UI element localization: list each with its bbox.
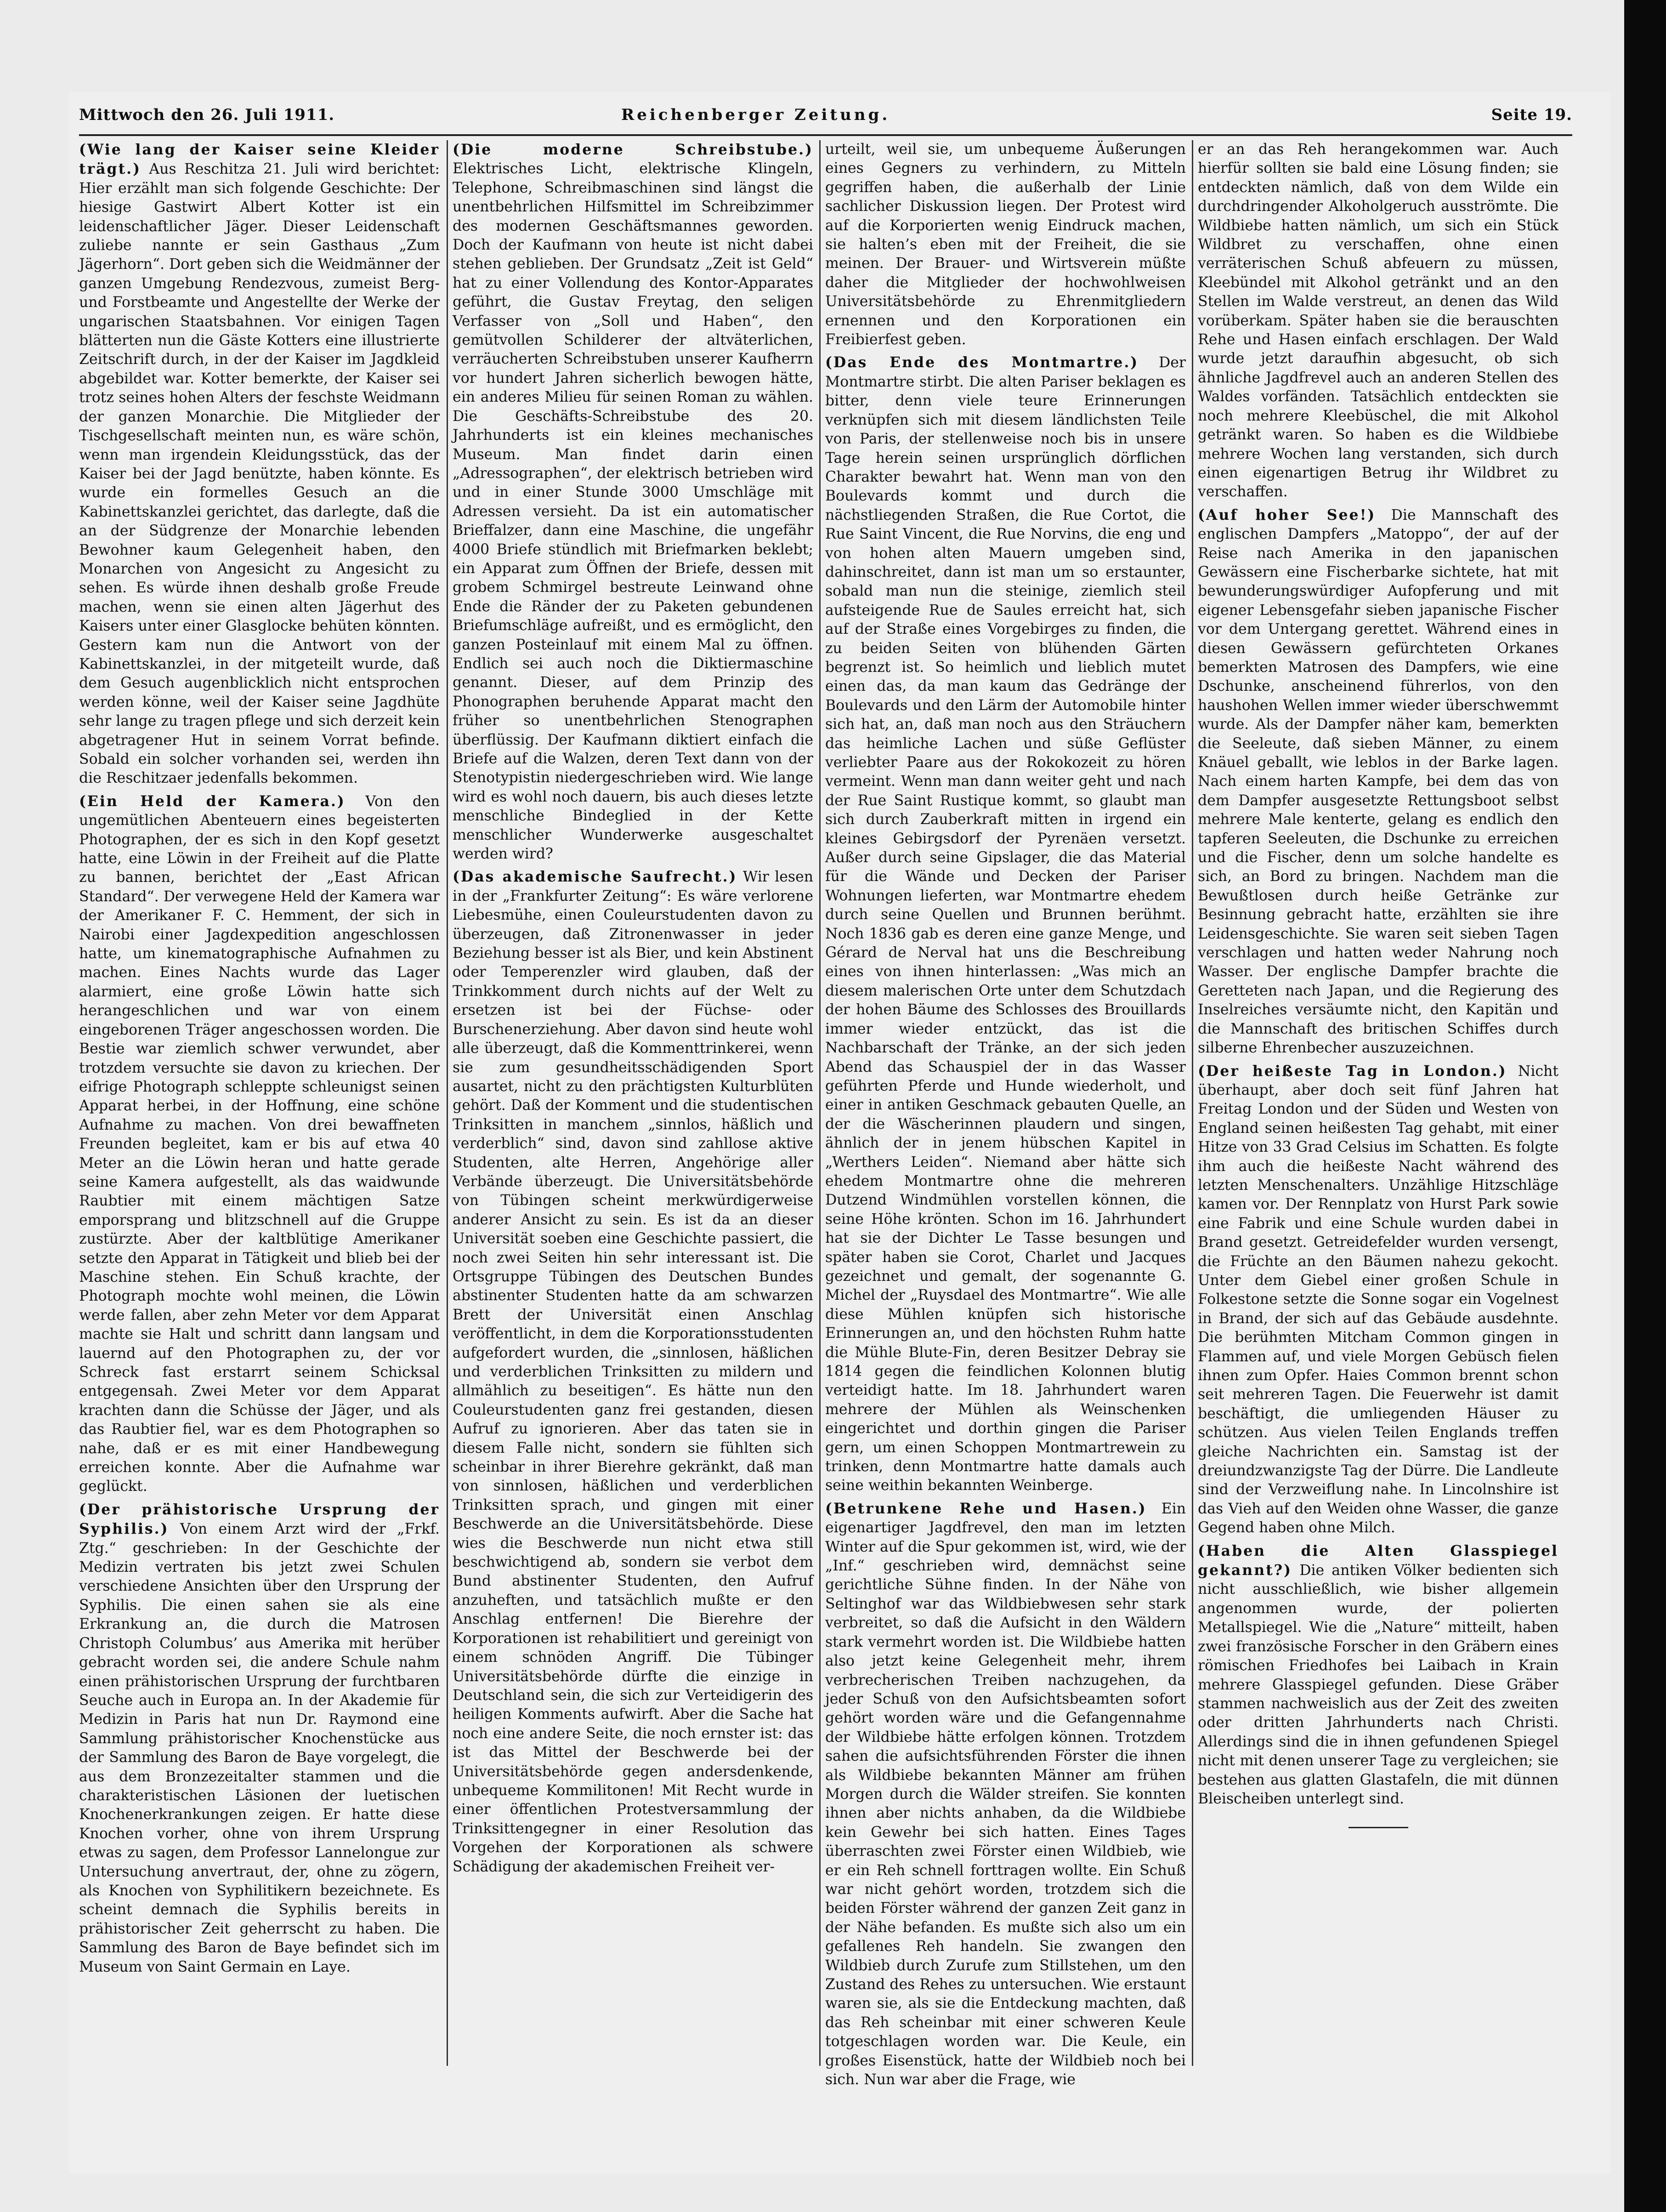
column-4 [1198, 140, 1558, 2066]
article-body: Der Montmartre stirbt. Die alten Pariser beklagen es bitter, denn viele teure Erinnerungen verknüpfen sich mit diesem ländlichsten Teile von Paris, der stellenweise noch bis in unsere Tage herein seinen ursprünglich dörflichen Charakter bewahrt hat. Wenn man von den Boulevards kommt und durch die nächstliegenden Straßen, die Rue Cortot, die Rue Saint Vincent, die Rue Norvins, die eng und von hohen alten Mauern umgeben sind, dahinschreitet, dann ist man um so erstaunter, sobald man nun die steinige, ziemlich steil aufsteigende Rue de Saules erreicht hat, sich auf der Straße eines Vorgebirges zu finden, die zu beiden Seiten von blühenden Gärten begrenzt ist. So heimlich und lieblich mutet einen das, da man kaum das Gedränge der Boulevards und den Lärm der Automobile hinter sich hat, an, daß man noch aus den Sträuchern das heimliche Lachen und süße Geflüster verliebter Paare aus der Rokokozeit zu hören vermeint. Wenn man dann weiter geht und nach der Rue Saint Rustique kommt, so glaubt man sich durch Zauberkraft mitten in irgend ein kleines Gebirgsdorf der Pyrenäen versetzt. Außer durch seine Gipslager, die das Material für die Wände und Decken der Pariser Wohnungen lieferten, war Montmartre ehedem durch seine Quellen und Brunnen berühmt. Noch 1836 gab es deren eine ganze Menge, und Gérard de Nerval hat uns die Beschreibung eines von ihnen hinterlassen: „Was mich an diesem malerischen Orte unter dem Schutzdach der hohen Bäume des Schlosses des Brouillards immer wieder entzückt, das ist die Nachbarschaft der Tränke, an der sich jeden Abend das Schauspiel der in das Wasser geführten Pferde und Hunde wiederholt, und einer in antiken Geschmack gebauten Quelle, an der die Wäscherinnen plaudern und singen, ähnlich der in jenem hübschen Kapitel in „Werthers Leiden“. Niemand aber hätte sich ehedem Montmartre ohne die mehreren Dutzend Windmühlen vorstellen können, die seine Höhe krönten. Schon im 16. Jahrhundert hat sie der Dichter Le Tasse besungen und später haben sie Corot, Charlet und Jacques gezeichnet und gemalt, der sogenannte G. Michel der „Ruysdael des Montmartre“. Wie alle diese Mühlen knüpfen sich historische Erinnerungen an, und den höchsten Ruhm hatte die Mühle Blute-Fin, deren Besitzer Debray sie 1814 gegen die feindlichen Kolonnen blutig verteidigt hatte. Im 18. Jahrhundert waren mehrere der Mühlen als Weinschenken eingerichtet und dorthin gingen die Pariser gern, um einen Schoppen Montmartrewein zu trinken, denn Montmartre hatte damals auch seine weithin bekannten Weinberge. [825, 354, 1186, 1494]
article-body: Von den ungemütlichen Abenteuern eines begeisterten Photographen, der es sich in den Kopf gesetzt hatte, eine Löwin in der Freiheit auf die Platte zu bannen, berichtet der „East African Standard“. Der verwegene Held der Kamera war der Amerikaner F. C. Hemment, der sich in Nairobi einer Jagdexpedition angeschlossen hatte, um kinematographische Aufnahmen zu machen. Eines Nachts wurde das Lager alarmiert, eine große Löwin hatte sich herangeschlichen und war von einem eingeborenen Träger angeschossen worden. Die Bestie war ziemlich schwer verwundet, aber trotzdem versuchte sie davon zu kriechen. Der eifrige Photograph schleppte schleunigst seinen Apparat herbei, in der Hoffnung, eine schöne Aufnahme zu machen. Von drei bewaffneten Freunden begleitet, kam er bis auf etwa 40 Meter an die Löwin heran und hatte gerade seine Kamera aufgestellt, als das waidwunde Raubtier mit einem mächtigen Satze emporsprang und blitzschnell auf die Gruppe zustürzte. Aber der kaltblütige Amerikaner setzte den Apparat in Tätigkeit und blieb bei der Maschine stehen. Ein Schuß krachte, der Photograph mochte wohl meinen, die Löwin werde fallen, aber zehn Meter vor dem Apparat machte sie Halt und schritt dann langsam und lauernd auf den Photographen zu, der vor Schreck fast erstarrt seinem Schicksal entgegensah. Zwei Meter vor dem Apparat krachten dann die Schüsse der Jäger, und als das Raubtier fiel, war es dem Photographen so nahe, daß er es mit einer Handbewegung erreichen konnte. Aber die Aufnahme war geglückt. [79, 793, 440, 1495]
column-divider [819, 140, 821, 2066]
article-heading: (Das akademische Saufrecht.) [453, 868, 737, 886]
article [825, 1499, 1186, 2090]
article-continuation [1198, 140, 1558, 502]
article [453, 140, 813, 864]
column-1 [79, 140, 440, 2066]
article-body: Elektrisches Licht, elektrische Klingeln, Telephone, Schreibmaschinen sind längst die unentbehrlichen Hilfsmittel im Schreibzimmer des modernen Geschäftsmannes geworden. Doch der Kaufmann von heute ist nicht dabei stehen geblieben. Der Grundsatz „Zeit ist Geld“ hat zu einer Vollendung des Kontor-Apparates geführt, die Gustav Freytag, den seligen Verfasser von „Soll und Haben“, den gemütvollen Schilderer der altväterlichen, verräucherten Schreibstuben unserer Kaufherrn vor hundert Jahren sicherlich bewogen hätte, ein anderes Milieu für seinen Roman zu wählen. Die Geschäfts-Schreibstube des 20. Jahrhunderts ist ein kleines mechanisches Museum. Man findet darin einen „Adressographen“, der elektrisch betrieben wird und in einer Stunde 3000 Umschläge mit Adressen versieht. Da ist ein automatischer Brieffalzer, dann eine Maschine, die ungefähr 4000 Briefe stündlich mit Briefmarken beklebt; ein Apparat zum Öffnen der Briefe, dessen mit grobem Schmirgel bestreute Leinwand ohne Ende die Ränder der zu Paketen gebundenen Briefumschläge aufreißt, und es ermöglicht, den ganzen Posteinlauf mit einem Mal zu öffnen. Endlich sei auch noch die Diktiermaschine genannt. Dieser, auf dem Prinzip des Phonographen beruhende Apparat macht den früher so unentbehrlichen Stenographen überflüssig. Der Kaufmann diktiert einfach die Briefe auf die Walzen, deren Text dann von der Stenotypistin niedergeschrieben wird. Wie lange wird es wohl noch dauern, bis auch dieses letzte menschliche Bindeglied in der Kette menschlicher Wunderwerke ausgeschaltet werden wird? [453, 160, 813, 863]
article-heading: (Ein Held der Kamera.) [79, 792, 346, 810]
article-heading: (Wie lang der Kaiser seine Kleider trägt.) [79, 141, 440, 178]
newspaper-title: Reichenberger Zeitung. [621, 106, 890, 124]
article-heading: (Der heißeste Tag in London.) [1198, 1062, 1507, 1080]
article-body: Die Mannschaft des englischen Dampfers „Matoppo“, der auf der Reise nach Amerika in den japanischen Gewässern eine Fischerbarke sichtete, hat mit bewunderungswürdiger Aufopferung und mit eigener Lebensgefahr sieben japanische Fischer vor dem Untergang gerettet. Während eines in diesen Gewässern gefürchteten Orkanes bemerkten Matrosen des Dampfers, wie eine Dschunke, anscheinend führerlos, von den haushohen Wellen immer wieder überschwemmt wurde. Als der Dampfer näher kam, bemerkten die Seeleute, daß sieben Männer, zu einem Knäuel geballt, wie leblos in der Barke lagen. Nach einem harten Kampfe, bei dem das von dem Dampfer ausgesetzte Rettungsboot selbst mehrere Male kenterte, gelang es endlich den tapferen Seeleuten, die Dschunke zu erreichen und die Fischer, denn um solche handelte es sich, an Bord zu bringen. Nachdem man die Bewußtlosen durch heiße Getränke zur Besinnung gebracht hatte, erzählten sie ihre Leidensgeschichte. Sie waren seit sieben Tagen verschlagen und hatten weder Nahrung noch Wasser. Der englische Dampfer brachte die Geretteten nach Japan, und die Regierung des Inselreiches versäumte nicht, den Kapitän und die Mannschaft des britischen Schiffes durch silberne Ehrenbecher auszuzeichnen. [1198, 506, 1558, 1057]
page-header [79, 106, 1572, 133]
article-heading: (Haben die Alten Glasspiegel gekannt?) [1198, 1542, 1558, 1579]
article-heading: (Der prähistorische Ursprung der Syphilis.) [79, 1501, 440, 1538]
article [79, 1500, 440, 1977]
article [453, 867, 813, 1877]
article [1198, 506, 1558, 1058]
column-3 [825, 140, 1186, 2088]
end-rule [1349, 1827, 1408, 1828]
column-divider [1192, 140, 1193, 2066]
article [79, 140, 440, 788]
article-body: Nicht überhaupt, aber doch seit fünf Jahren hat Freitag London und der Süden und Westen von England seinen heißesten Tag gehabt, mit einer Hitze von 33 Grad Celsius im Schatten. Es folgte ihm auch die heißeste Nacht während des letzten Menschenalters. Unzählige Hitzschläge kamen vor. Der Rennplatz von Hurst Park sowie eine Fabrik und eine Schule wurden dabei in Brand gesetzt. Getreidefelder wurden versengt, die Früchte an den Bäumen nahezu gekocht. Unter dem Giebel einer großen Schule in Folkestone setzte die Sonne sogar ein Vogelnest in Brand, der sich auf das Gebäude ausdehnte. Die berühmten Mitcham Common gingen in Flammen auf, und viele Morgen Gebüsch fielen ihnen zum Opfer. Haies Common brennt schon seit mehreren Tagen. Die Feuerwehr ist damit beschäftigt, die umliegenden Häuser zu schützen. Aus vielen Teilen Englands treffen gleiche Nachrichten ein. Samstag ist der dreiundzwanzigste Tag der Dürre. Die Landleute sind der Verzweiflung nahe. In Lincolnshire ist das Vieh auf den Weiden ohne Wasser, die ganze Gegend haben ohne Milch. [1198, 1063, 1558, 1536]
article-body: Aus Reschitza 21. Juli wird berichtet: Hier erzählt man sich folgende Geschichte: Der hiesige Gastwirt Albert Kotter ist ein leidenschaftlicher Jäger. Dieser Leidenschaft zuliebe nannte er sein Gasthaus „Zum Jägerhorn“. Dort geben sich die Weidmänner der ganzen Umgebung Rendezvous, zumeist Berg- und Forstbeamte und Angestellte der Werke der ungarischen Staatsbahnen. Vor einigen Tagen blätterten nun die Gäste Kotters eine illustrierte Zeitschrift durch, in der der Kaiser im Jagdkleid abgebildet war. Kotter bemerkte, der Kaiser sei trotz seines hohen Alters der feschste Weidmann der ganzen Monarchie. Die Mitglieder der Tischgesellschaft meinten nun, es wäre schön, wenn man irgendein Kleidungsstück, das der Kaiser bei der Jagd benützte, haben könnte. Es wurde ein formelles Gesuch an die Kabinettskanzlei gerichtet, das darlegte, daß die an der Südgrenze der Monarchie lebenden Bewohner kaum Gelegenheit haben, den Monarchen von Angesicht zu Angesicht zu sehen. Es würde ihnen deshalb große Freude machen, wenn sie einen alten Jägerhut des Kaisers unter einer Glasglocke behüten könnten. Gestern kam nun die Antwort von der Kabinettskanzlei, in der mitgeteilt wurde, daß dem Gesuch augenblicklich nicht entsprochen werden könne, weil der Kaiser seine Jagdhüte sehr lange zu tragen pflege und sich derzeit kein abgetragener Hut in seinem Vorrat befinde. Sobald ein solcher vorhanden sei, werden ihn die Reschitzaer jedenfalls bekommen. [79, 161, 440, 787]
article-body: Die antiken Völker bedienten sich nicht ausschließlich, wie bisher allgemein angenommen wurde, der polierten Metallspiegel. Wie die „Nature“ mitteilt, haben zwei französische Forscher in den Gräbern eines römischen Friedhofes bei Laibach in Krain mehrere Glasspiegel gefunden. Diese Gräber stammen nachweislich aus der Zeit des zweiten oder dritten Jahrhunderts nach Christi. Allerdings sind die in ihnen gefundenen Spiegel nicht mit denen unserer Tage zu vergleichen; sie bestehen aus glatten Glastafeln, die mit dünnen Bleischeiben unterlegt sind. [1198, 1562, 1558, 1807]
article [79, 792, 440, 1496]
article-body: Von einem Arzt wird der „Frkf. Ztg.“ geschrieben: In der Geschichte der Medizin vertraten bis jetzt zwei Schulen verschiedene Ansichten über den Ursprung der Syphilis. Die einen sahen sie als eine Erkrankung an, die durch die Matrosen Christoph Columbus’ aus Amerika mit herüber gebracht worden sei, die andere Schule nahm einen prähistorischen Ursprung der furchtbaren Seuche auch in Europa an. In der Akademie für Medizin in Paris hat nun Dr. Raymond eine Sammlung prähistorischer Knochenstücke aus der Sammlung des Baron de Baye vorgelegt, die aus dem Bronzezeitalter stammen und die charakteristischen Läsionen der luetischen Knochenerkrankungen zeigen. Er hatte diese Knochen vorher, ohne von ihrem Ursprung etwas zu sagen, dem Professor Lannelongue zur Untersuchung anvertraut, der, ohne zu zögern, als Knochen von Syphilitikern bezeichnete. Es scheint demnach die Syphilis bereits in prähistorischer Zeit geherrscht zu haben. Die Sammlung des Baron de Baye befindet sich im Museum von Saint Germain en Laye. [79, 1521, 440, 1975]
article-heading: (Auf hoher See!) [1198, 506, 1376, 523]
scan-edge-shadow [1624, 0, 1666, 2212]
article [1198, 1062, 1558, 1538]
article-body: er an das Reh herangekommen war. Auch hierfür sollten sie bald eine Lösung finden; sie entdeckten nämlich, daß von dem Wilde ein durchdringender Alkoholgeruch ausströmte. Die Wildbiebe hatten nämlich, um sich ein Stück Wildbret zu verschaffen, ohne einen verräterischen Schuß abfeuern zu müssen, Kleebündel mit Alkohol getränkt und an den Stellen im Walde verstreut, an denen das Wild vorüberkam. Später haben sie die berauschten Rehe und Hasen einfach erschlagen. Der Wald wurde jetzt daraufhin abgesucht, ob sich ähnliche Jagdfrevel auch an anderen Stellen des Waldes vorfänden. Tatsächlich entdeckten sie noch mehrere Kleebüschel, die mit Alkohol getränkt waren. So haben es die Wildbiebe mehrere Wochen lang verstanden, sich durch einen eigenartigen Betrug ihr Wildbret zu verschaffen. [1198, 141, 1558, 500]
article-body: Ein eigenartiger Jagdfrevel, den man im letzten Winter auf die Spur gekommen ist, wird, wie der „Inf.“ geschrieben wird, demnächst seine gerichtliche Sühne finden. In der Nähe von Seltinghof war das Wildbiebwesen sehr stark verbreitet, so daß die Aufsicht in den Wäldern stark vermehrt worden ist. Die Wildbiebe hatten also jetzt keine Gelegenheit mehr, ihrem verbrecherischen Treiben nachzugehen, da jeder Schuß von den Aufsichtsbeamten sofort gehört worden wäre und die Gefangennahme der Wildbiebe hätte erfolgen können. Trotzdem sahen die aufsichtsführenden Förster die ihnen als Wildbiebe bekannten Männer am frühen Morgen durch die Wälder streifen. Sie konnten ihnen aber nichts anhaben, da die Wildbiebe kein Gewehr bei sich hatten. Eines Tages überraschten zwei Förster einen Wildbieb, wie er ein Reh schnell forttragen wollte. Ein Schuß war nicht gehört worden, trotzdem sich die beiden Förster während der ganzen Zeit ganz in der Nähe befanden. Es mußte sich also um ein gefallenes Reh handeln. Sie zwangen den Wildbieb durch Zurufe zum Stillstehen, um den Zustand des Rehes zu untersuchen. Wie erstaunt waren sie, als sie die Entdeckung machten, daß das Reh scheinbar mit einer schweren Keule totgeschlagen worden war. Die Keule, ein großes Eisenstück, hatte der Wildbieb noch bei sich. Nun war aber die Frage, wie [825, 1500, 1186, 2088]
article-heading: (Die moderne Schreibstube.) [453, 141, 813, 158]
column-2 [453, 140, 813, 2066]
issue-date: Mittwoch den 26. Juli 1911. [79, 106, 335, 124]
column-divider [447, 140, 448, 2066]
header-rule [79, 134, 1572, 136]
article-body: Wir lesen in der „Frankfurter Zeitung“: Es wäre verlorene Liebesmühe, einen Couleurstudenten davon zu überzeugen, daß Zitronenwasser in jeder Beziehung besser ist als Bier, und kein Abstinent oder Temperenzler wird glauben, daß der Trinkkomment durch nichts auf der Welt zu ersetzen ist bei der Füchse- oder Burschenerziehung. Aber davon sind heute wohl alle überzeugt, daß die Kommenttrinkerei, wenn sie zum gesundheitsschädigenden Sport ausartet, nicht zu den prächtigsten Kulturblüten gehört. Daß der Komment und die studentischen Trinksitten in manchem „sinnlos, häßlich und verderblich“ sind, davon sind zahllose aktive Studenten, alte Herren, Angehörige aller Verbände überzeugt. Die Universitätsbehörde von Tübingen scheint merkwürdigerweise anderer Ansicht zu sein. Es ist da an dieser Universität soeben eine Geschichte passiert, die noch zwei Seiten hin sehr interessant ist. Die Ortsgruppe Tübingen des Deutschen Bundes abstinenter Studenten hatte da am schwarzen Brett der Universität einen Anschlag veröffentlicht, in dem die Korporationsstudenten aufgefordert wurden, die „sinnlosen, häßlichen und verderblichen Trinksitten zu mildern und allmählich zu beseitigen“. Es hätte nun den Couleurstudenten ganz frei gestanden, diesen Aufruf zu ignorieren. Aber das taten sie in diesem Falle nicht, sondern sie fühlten sich scheinbar in ihrer Bierehre gekränkt, daß man von sinnlosen, häßlichen und verderblichen Trinksitten sprach, und gingen mit einer Beschwerde an die Universitätsbehörde. Diese wies die Beschwerde nun nicht etwa still beschwichtigend ab, sondern sie verbot dem Bund abstinenter Studenten, den Aufruf anzuheften, und tatsächlich mußte er den Anschlag entfernen! Die Bierehre der Korporationen ist rehabilitiert und gereinigt von einem schnöden Angriff. Die Tübinger Universitätsbehörde dürfte die einzige in Deutschland sein, die sich zur Verteidigerin des heiligen Komments aufwirft. Aber die Sache hat noch eine andere Seite, die noch ernster ist: das ist das Mittel der Beschwerde bei der Universitätsbehörde gegen andersdenkende, unbequeme Kommilitonen! Mit Recht wurde in einer öffentlichen Protestversammlung der Trinksittengegner in einer Resolution das Vorgehen der Korporationen als schwere Schädigung der akademischen Freiheit ver- [453, 869, 814, 1875]
article [825, 353, 1186, 1495]
page-number: Seite 19. [1491, 106, 1572, 124]
article [1198, 1541, 1558, 1809]
article-heading: (Betrunkene Rehe und Hasen.) [825, 1500, 1147, 1517]
article-body: urteilt, weil sie, um unbequeme Äußerungen eines Gegners zu verhindern, zu Mitteln gegriffen haben, die außerhalb der Linie sachlicher Diskussion liegen. Der Protest wird auf die Korporierten wenig Eindruck machen, sie halten’s eben mit der Freiheit, die sie meinen. Der Brauer- und Wirtsverein müßte daher die Mitglieder der hochwohlweisen Universitätsbehörde zu Ehrenmitgliedern ernennen und den Korporationen ein Freibierfest geben. [825, 141, 1186, 348]
article-heading: (Das Ende des Montmartre.) [825, 354, 1139, 371]
article-continuation [825, 140, 1186, 349]
